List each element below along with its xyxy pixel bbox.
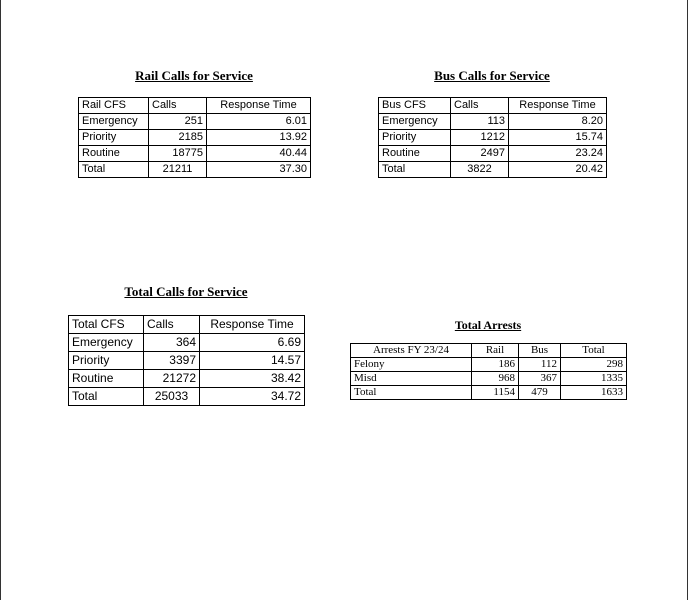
row-label: Priority bbox=[379, 130, 451, 146]
row-label: Priority bbox=[79, 130, 149, 146]
calls-cell: 113 bbox=[451, 114, 509, 130]
bus-calls-title: Bus Calls for Service bbox=[434, 68, 550, 83]
table-row bbox=[69, 370, 305, 388]
response-time-cell: 20.42 bbox=[509, 162, 607, 178]
row-label: Total bbox=[79, 162, 149, 178]
column-header: Total bbox=[561, 344, 627, 358]
table-row bbox=[379, 130, 607, 146]
table-row bbox=[351, 358, 627, 372]
bus-calls-section bbox=[378, 68, 606, 178]
response-time-cell: 8.20 bbox=[509, 114, 607, 130]
table-row bbox=[379, 162, 607, 178]
column-header: Bus CFS bbox=[379, 98, 451, 114]
response-time-cell: 6.69 bbox=[200, 334, 305, 352]
response-time-cell: 37.30 bbox=[207, 162, 311, 178]
table-row bbox=[79, 130, 311, 146]
table-header-row bbox=[79, 98, 311, 114]
response-time-cell: 38.42 bbox=[200, 370, 305, 388]
total-arrests-cell: 1335 bbox=[561, 372, 627, 386]
table-header-row bbox=[379, 98, 607, 114]
row-label: Routine bbox=[69, 370, 144, 388]
table-row bbox=[69, 388, 305, 406]
table-row bbox=[79, 114, 311, 130]
bus-arrests-cell: 112 bbox=[519, 358, 561, 372]
column-header: Arrests FY 23/24 bbox=[351, 344, 472, 358]
row-label: Total bbox=[351, 386, 472, 400]
calls-cell: 251 bbox=[149, 114, 207, 130]
calls-cell: 1212 bbox=[451, 130, 509, 146]
table-row bbox=[379, 146, 607, 162]
total-arrests-cell: 1633 bbox=[561, 386, 627, 400]
bus-arrests-cell: 367 bbox=[519, 372, 561, 386]
row-label: Felony bbox=[351, 358, 472, 372]
rail-calls-table bbox=[78, 97, 311, 178]
table-row bbox=[351, 386, 627, 400]
row-label: Total bbox=[379, 162, 451, 178]
table-header-row bbox=[69, 316, 305, 334]
row-label: Emergency bbox=[79, 114, 149, 130]
rail-arrests-cell: 968 bbox=[472, 372, 519, 386]
row-label: Emergency bbox=[69, 334, 144, 352]
table-row bbox=[69, 352, 305, 370]
calls-cell: 2185 bbox=[149, 130, 207, 146]
response-time-cell: 34.72 bbox=[200, 388, 305, 406]
table-row bbox=[69, 334, 305, 352]
table-header-row bbox=[351, 344, 627, 358]
column-header: Response Time bbox=[509, 98, 607, 114]
response-time-cell: 15.74 bbox=[509, 130, 607, 146]
column-header: Rail bbox=[472, 344, 519, 358]
calls-cell: 21211 bbox=[149, 162, 207, 178]
column-header: Calls bbox=[451, 98, 509, 114]
row-label: Misd bbox=[351, 372, 472, 386]
total-arrests-table bbox=[350, 343, 627, 400]
rail-arrests-cell: 1154 bbox=[472, 386, 519, 400]
rail-calls-section bbox=[78, 68, 310, 178]
calls-cell: 3397 bbox=[144, 352, 200, 370]
bus-calls-table bbox=[378, 97, 607, 178]
column-header: Bus bbox=[519, 344, 561, 358]
rail-arrests-cell: 186 bbox=[472, 358, 519, 372]
bus-arrests-cell: 479 bbox=[519, 386, 561, 400]
total-arrests-title: Total Arrests bbox=[454, 318, 522, 332]
response-time-cell: 6.01 bbox=[207, 114, 311, 130]
total-calls-section bbox=[68, 284, 304, 406]
row-label: Emergency bbox=[379, 114, 451, 130]
calls-cell: 2497 bbox=[451, 146, 509, 162]
calls-cell: 18775 bbox=[149, 146, 207, 162]
table-row bbox=[79, 146, 311, 162]
column-header: Rail CFS bbox=[79, 98, 149, 114]
response-time-cell: 40.44 bbox=[207, 146, 311, 162]
total-arrests-cell: 298 bbox=[561, 358, 627, 372]
calls-cell: 364 bbox=[144, 334, 200, 352]
response-time-cell: 23.24 bbox=[509, 146, 607, 162]
table-row bbox=[79, 162, 311, 178]
column-header: Calls bbox=[144, 316, 200, 334]
table-row bbox=[351, 372, 627, 386]
response-time-cell: 13.92 bbox=[207, 130, 311, 146]
total-calls-table bbox=[68, 315, 305, 406]
table-row bbox=[379, 114, 607, 130]
rail-calls-title: Rail Calls for Service bbox=[135, 68, 253, 83]
calls-cell: 3822 bbox=[451, 162, 509, 178]
total-calls-title: Total Calls for Service bbox=[124, 284, 248, 299]
column-header: Response Time bbox=[200, 316, 305, 334]
calls-cell: 25033 bbox=[144, 388, 200, 406]
column-header: Calls bbox=[149, 98, 207, 114]
column-header: Total CFS bbox=[69, 316, 144, 334]
column-header: Response Time bbox=[207, 98, 311, 114]
calls-cell: 21272 bbox=[144, 370, 200, 388]
row-label: Priority bbox=[69, 352, 144, 370]
total-arrests-section bbox=[350, 318, 626, 400]
response-time-cell: 14.57 bbox=[200, 352, 305, 370]
row-label: Total bbox=[69, 388, 144, 406]
row-label: Routine bbox=[79, 146, 149, 162]
row-label: Routine bbox=[379, 146, 451, 162]
